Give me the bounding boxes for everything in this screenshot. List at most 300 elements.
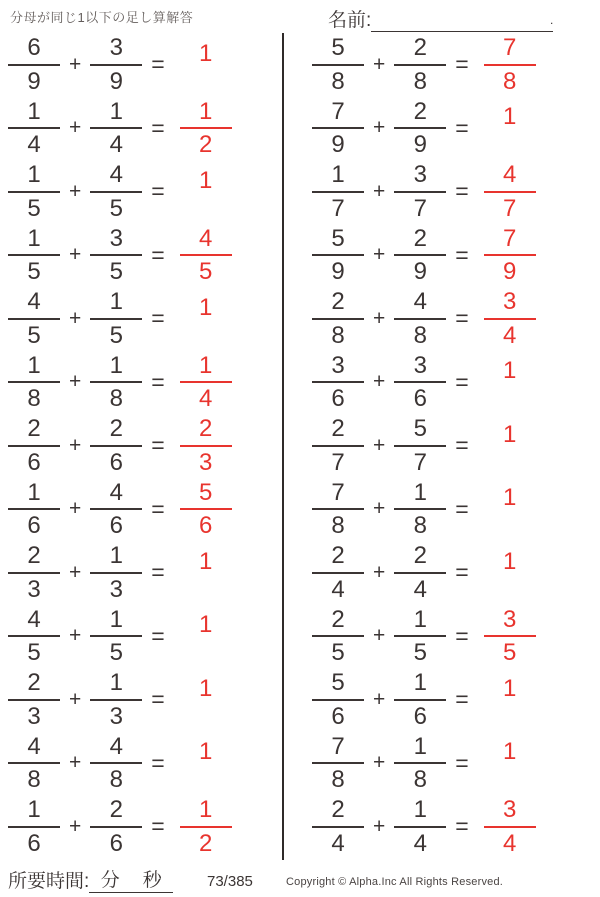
denominator: 4 xyxy=(503,321,517,349)
fraction-addend-1 xyxy=(312,161,364,222)
fraction-addend-1 xyxy=(8,733,60,794)
problems-column-right xyxy=(312,33,536,859)
fraction-addend-2 xyxy=(394,225,446,286)
fraction-bar xyxy=(394,381,446,383)
fraction-bar xyxy=(394,635,446,637)
plus-sign: + xyxy=(373,306,386,330)
problem-row xyxy=(312,224,536,288)
fraction-addend-2 xyxy=(394,34,446,95)
equals-sign: = xyxy=(455,813,469,840)
denominator: 6 xyxy=(27,512,41,540)
fraction-bar xyxy=(312,381,364,383)
denominator: 5 xyxy=(503,639,517,667)
fraction-bar xyxy=(8,254,60,256)
numerator: 3 xyxy=(109,34,123,62)
fraction-addend-2 xyxy=(90,796,142,857)
denominator: 9 xyxy=(503,258,517,286)
problem-row xyxy=(312,33,536,97)
problem-row xyxy=(8,160,232,224)
numerator: 2 xyxy=(331,542,345,570)
denominator: 8 xyxy=(27,385,41,413)
fraction-bar xyxy=(394,699,446,701)
fraction-addend-1 xyxy=(8,415,60,476)
fraction-bar xyxy=(90,318,142,320)
plus-sign: + xyxy=(69,179,82,203)
denominator: 5 xyxy=(109,194,123,222)
fraction-addend-2 xyxy=(90,606,142,667)
numerator: 1 xyxy=(109,97,123,125)
fraction-addend-1 xyxy=(312,34,364,95)
fraction-bar xyxy=(180,826,232,828)
fraction-bar xyxy=(312,762,364,764)
denominator: 3 xyxy=(199,448,213,476)
plus-sign: + xyxy=(373,687,386,711)
fraction-bar xyxy=(484,191,536,193)
fraction-addend-2 xyxy=(394,606,446,667)
denominator: 8 xyxy=(413,512,427,540)
fraction-addend-1 xyxy=(8,34,60,95)
plus-sign: + xyxy=(69,624,82,648)
answer-whole: 1 xyxy=(503,103,517,131)
fraction-addend-2 xyxy=(90,542,142,603)
problem-row xyxy=(312,287,536,351)
equals-sign: = xyxy=(455,686,469,713)
numerator: 2 xyxy=(331,796,345,824)
answer-fraction xyxy=(180,415,232,476)
numerator: 4 xyxy=(27,288,41,316)
denominator: 9 xyxy=(109,67,123,95)
equals-sign: = xyxy=(151,813,165,840)
fraction-addend-1 xyxy=(8,796,60,857)
denominator: 3 xyxy=(109,702,123,730)
numerator: 1 xyxy=(27,161,41,189)
answer-fraction xyxy=(180,98,232,159)
answer-fraction xyxy=(180,352,232,413)
problem-row xyxy=(312,414,536,478)
fraction-bar xyxy=(90,127,142,129)
numerator: 4 xyxy=(109,732,123,760)
numerator: 1 xyxy=(199,351,213,379)
denominator: 5 xyxy=(27,639,41,667)
fraction-addend-1 xyxy=(8,352,60,413)
numerator: 4 xyxy=(199,224,213,252)
equals-sign: = xyxy=(455,368,469,395)
numerator: 3 xyxy=(503,796,517,824)
column-divider xyxy=(282,33,284,860)
fraction-addend-1 xyxy=(8,606,60,667)
plus-sign: + xyxy=(69,814,82,838)
equals-sign: = xyxy=(151,114,165,141)
fraction-addend-1 xyxy=(8,225,60,286)
fraction-bar xyxy=(394,254,446,256)
numerator: 3 xyxy=(503,288,517,316)
denominator: 6 xyxy=(331,385,345,413)
fraction-bar xyxy=(484,826,536,828)
denominator: 4 xyxy=(109,131,123,159)
fraction-bar xyxy=(394,64,446,66)
equals-sign: = xyxy=(151,241,165,268)
equals-sign: = xyxy=(151,305,165,332)
denominator: 8 xyxy=(413,321,427,349)
equals-sign: = xyxy=(455,559,469,586)
numerator: 2 xyxy=(413,34,427,62)
numerator: 3 xyxy=(503,605,517,633)
numerator: 7 xyxy=(503,224,517,252)
problem-row xyxy=(312,795,536,859)
fraction-bar xyxy=(394,508,446,510)
numerator: 7 xyxy=(503,34,517,62)
minutes-label: 分 xyxy=(100,870,120,892)
numerator: 3 xyxy=(331,351,345,379)
fraction-bar xyxy=(394,191,446,193)
fraction-bar xyxy=(312,508,364,510)
answer-whole: 1 xyxy=(199,39,213,67)
fraction-addend-1 xyxy=(312,225,364,286)
denominator: 6 xyxy=(109,512,123,540)
numerator: 4 xyxy=(413,288,427,316)
fraction-addend-2 xyxy=(90,479,142,540)
answer-whole: 1 xyxy=(199,738,213,766)
fraction-bar xyxy=(312,572,364,574)
name-label: 名前: xyxy=(328,10,372,31)
plus-sign: + xyxy=(373,624,386,648)
fraction-addend-1 xyxy=(8,542,60,603)
numerator: 1 xyxy=(27,796,41,824)
plus-sign: + xyxy=(373,497,386,521)
fraction-addend-1 xyxy=(312,288,364,349)
fraction-bar xyxy=(484,254,536,256)
fraction-addend-2 xyxy=(394,542,446,603)
name-field xyxy=(328,5,553,32)
denominator: 3 xyxy=(109,575,123,603)
fraction-bar xyxy=(8,635,60,637)
fraction-bar xyxy=(90,445,142,447)
fraction-bar xyxy=(180,508,232,510)
numerator: 1 xyxy=(413,796,427,824)
equals-sign: = xyxy=(151,368,165,395)
time-field xyxy=(8,866,173,893)
numerator: 1 xyxy=(27,351,41,379)
denominator: 6 xyxy=(27,448,41,476)
equals-sign: = xyxy=(151,686,165,713)
problems-column-left xyxy=(8,33,232,859)
problem-row xyxy=(312,97,536,161)
answer-fraction xyxy=(180,796,232,857)
numerator: 3 xyxy=(109,224,123,252)
numerator: 1 xyxy=(199,97,213,125)
denominator: 2 xyxy=(199,131,213,159)
fraction-addend-2 xyxy=(394,352,446,413)
problem-row xyxy=(8,97,232,161)
numerator: 2 xyxy=(27,542,41,570)
problem-row xyxy=(312,605,536,669)
plus-sign: + xyxy=(373,814,386,838)
answer-fraction xyxy=(484,606,536,667)
name-underline xyxy=(371,9,553,32)
problem-row xyxy=(312,160,536,224)
equals-sign: = xyxy=(455,749,469,776)
fraction-bar xyxy=(312,826,364,828)
numerator: 3 xyxy=(413,351,427,379)
equals-sign: = xyxy=(455,305,469,332)
fraction-bar xyxy=(312,64,364,66)
fraction-bar xyxy=(8,445,60,447)
denominator: 6 xyxy=(413,702,427,730)
equals-sign: = xyxy=(151,432,165,459)
problem-row xyxy=(312,351,536,415)
plus-sign: + xyxy=(69,116,82,140)
numerator: 7 xyxy=(331,478,345,506)
fraction-bar xyxy=(180,381,232,383)
fraction-bar xyxy=(394,762,446,764)
numerator: 4 xyxy=(503,161,517,189)
fraction-bar xyxy=(312,191,364,193)
plus-sign: + xyxy=(69,433,82,457)
problem-row xyxy=(8,795,232,859)
numerator: 1 xyxy=(27,97,41,125)
denominator: 5 xyxy=(109,258,123,286)
numerator: 2 xyxy=(331,605,345,633)
answer-whole: 1 xyxy=(503,547,517,575)
denominator: 8 xyxy=(109,385,123,413)
problem-row xyxy=(312,541,536,605)
denominator: 6 xyxy=(109,829,123,857)
numerator: 5 xyxy=(199,478,213,506)
denominator: 4 xyxy=(199,385,213,413)
numerator: 2 xyxy=(331,415,345,443)
fraction-bar xyxy=(8,127,60,129)
problem-row xyxy=(8,732,232,796)
denominator: 3 xyxy=(27,702,41,730)
denominator: 7 xyxy=(331,194,345,222)
answer-fraction xyxy=(180,225,232,286)
numerator: 5 xyxy=(331,669,345,697)
plus-sign: + xyxy=(69,687,82,711)
plus-sign: + xyxy=(373,179,386,203)
numerator: 4 xyxy=(109,161,123,189)
denominator: 8 xyxy=(413,67,427,95)
problem-row xyxy=(8,414,232,478)
fraction-addend-2 xyxy=(90,733,142,794)
denominator: 8 xyxy=(503,67,517,95)
denominator: 8 xyxy=(109,766,123,794)
fraction-bar xyxy=(90,826,142,828)
plus-sign: + xyxy=(373,370,386,394)
fraction-bar xyxy=(394,318,446,320)
numerator: 2 xyxy=(109,415,123,443)
numerator: 1 xyxy=(109,669,123,697)
numerator: 2 xyxy=(331,288,345,316)
fraction-addend-1 xyxy=(8,98,60,159)
fraction-addend-2 xyxy=(394,669,446,730)
denominator: 8 xyxy=(331,766,345,794)
denominator: 7 xyxy=(503,194,517,222)
denominator: 6 xyxy=(27,829,41,857)
equals-sign: = xyxy=(151,51,165,78)
problem-row xyxy=(8,224,232,288)
answer-fraction xyxy=(484,161,536,222)
denominator: 9 xyxy=(27,67,41,95)
problem-row xyxy=(312,732,536,796)
fraction-bar xyxy=(484,318,536,320)
fraction-addend-2 xyxy=(394,161,446,222)
answer-fraction xyxy=(484,796,536,857)
numerator: 1 xyxy=(413,732,427,760)
plus-sign: + xyxy=(69,306,82,330)
fraction-addend-1 xyxy=(8,161,60,222)
equals-sign: = xyxy=(455,114,469,141)
numerator: 4 xyxy=(27,732,41,760)
fraction-addend-2 xyxy=(90,34,142,95)
numerator: 1 xyxy=(413,478,427,506)
denominator: 7 xyxy=(413,194,427,222)
fraction-addend-1 xyxy=(8,669,60,730)
fraction-addend-1 xyxy=(312,479,364,540)
denominator: 8 xyxy=(331,321,345,349)
numerator: 1 xyxy=(27,478,41,506)
fraction-addend-2 xyxy=(90,98,142,159)
fraction-bar xyxy=(8,191,60,193)
answer-fraction xyxy=(484,34,536,95)
denominator: 4 xyxy=(27,131,41,159)
answer-whole: 1 xyxy=(199,293,213,321)
fraction-bar xyxy=(312,635,364,637)
denominator: 5 xyxy=(331,639,345,667)
plus-sign: + xyxy=(69,52,82,76)
fraction-bar xyxy=(180,445,232,447)
numerator: 2 xyxy=(109,796,123,824)
numerator: 2 xyxy=(27,669,41,697)
denominator: 7 xyxy=(331,448,345,476)
numerator: 2 xyxy=(413,542,427,570)
equals-sign: = xyxy=(151,178,165,205)
answer-fraction xyxy=(484,225,536,286)
denominator: 9 xyxy=(413,258,427,286)
denominator: 6 xyxy=(199,512,213,540)
fraction-bar xyxy=(8,826,60,828)
numerator: 4 xyxy=(109,478,123,506)
numerator: 7 xyxy=(331,732,345,760)
numerator: 1 xyxy=(27,224,41,252)
equals-sign: = xyxy=(455,432,469,459)
denominator: 4 xyxy=(331,829,345,857)
fraction-bar xyxy=(312,445,364,447)
fraction-bar xyxy=(90,572,142,574)
seconds-label: 秒 xyxy=(142,870,162,892)
fraction-bar xyxy=(484,64,536,66)
numerator: 3 xyxy=(413,161,427,189)
fraction-addend-2 xyxy=(394,288,446,349)
fraction-addend-2 xyxy=(90,669,142,730)
plus-sign: + xyxy=(69,560,82,584)
fraction-addend-2 xyxy=(394,733,446,794)
plus-sign: + xyxy=(373,560,386,584)
numerator: 6 xyxy=(27,34,41,62)
numerator: 1 xyxy=(199,796,213,824)
denominator: 6 xyxy=(413,385,427,413)
fraction-bar xyxy=(394,127,446,129)
answer-whole: 1 xyxy=(503,674,517,702)
fraction-addend-2 xyxy=(394,415,446,476)
equals-sign: = xyxy=(455,495,469,522)
numerator: 5 xyxy=(331,224,345,252)
fraction-addend-2 xyxy=(394,796,446,857)
fraction-addend-1 xyxy=(312,733,364,794)
fraction-addend-2 xyxy=(90,225,142,286)
worksheet-title: 分母が同じ1以下の足し算解答 xyxy=(10,10,194,25)
fraction-bar xyxy=(312,699,364,701)
page-number: 73/385 xyxy=(207,873,253,890)
fraction-bar xyxy=(90,64,142,66)
numerator: 4 xyxy=(27,605,41,633)
fraction-bar xyxy=(8,318,60,320)
answer-whole: 1 xyxy=(503,738,517,766)
equals-sign: = xyxy=(455,51,469,78)
equals-sign: = xyxy=(455,622,469,649)
fraction-addend-1 xyxy=(8,479,60,540)
denominator: 8 xyxy=(331,67,345,95)
numerator: 1 xyxy=(331,161,345,189)
denominator: 4 xyxy=(413,575,427,603)
denominator: 6 xyxy=(331,702,345,730)
equals-sign: = xyxy=(151,559,165,586)
numerator: 5 xyxy=(413,415,427,443)
numerator: 1 xyxy=(109,605,123,633)
plus-sign: + xyxy=(69,370,82,394)
fraction-addend-2 xyxy=(394,98,446,159)
plus-sign: + xyxy=(373,243,386,267)
plus-sign: + xyxy=(373,751,386,775)
fraction-bar xyxy=(90,635,142,637)
equals-sign: = xyxy=(151,622,165,649)
numerator: 7 xyxy=(331,97,345,125)
denominator: 5 xyxy=(27,321,41,349)
equals-sign: = xyxy=(455,241,469,268)
denominator: 8 xyxy=(413,766,427,794)
numerator: 1 xyxy=(413,669,427,697)
fraction-bar xyxy=(8,699,60,701)
numerator: 5 xyxy=(331,34,345,62)
denominator: 9 xyxy=(413,131,427,159)
fraction-bar xyxy=(180,127,232,129)
fraction-addend-1 xyxy=(312,352,364,413)
problem-row xyxy=(312,668,536,732)
time-underline xyxy=(89,870,173,893)
problem-row xyxy=(8,668,232,732)
denominator: 9 xyxy=(331,131,345,159)
plus-sign: + xyxy=(373,52,386,76)
denominator: 4 xyxy=(503,829,517,857)
denominator: 2 xyxy=(199,829,213,857)
numerator: 2 xyxy=(27,415,41,443)
answer-fraction xyxy=(484,288,536,349)
fraction-bar xyxy=(394,572,446,574)
fraction-bar xyxy=(90,381,142,383)
numerator: 2 xyxy=(413,97,427,125)
fraction-bar xyxy=(312,127,364,129)
answer-whole: 1 xyxy=(503,357,517,385)
fraction-bar xyxy=(484,635,536,637)
fraction-addend-1 xyxy=(312,98,364,159)
problem-row xyxy=(8,541,232,605)
answer-whole: 1 xyxy=(199,611,213,639)
time-label: 所要時間: xyxy=(8,871,90,892)
fraction-bar xyxy=(394,826,446,828)
denominator: 8 xyxy=(331,512,345,540)
denominator: 3 xyxy=(27,575,41,603)
problem-row xyxy=(8,351,232,415)
answer-whole: 1 xyxy=(199,166,213,194)
